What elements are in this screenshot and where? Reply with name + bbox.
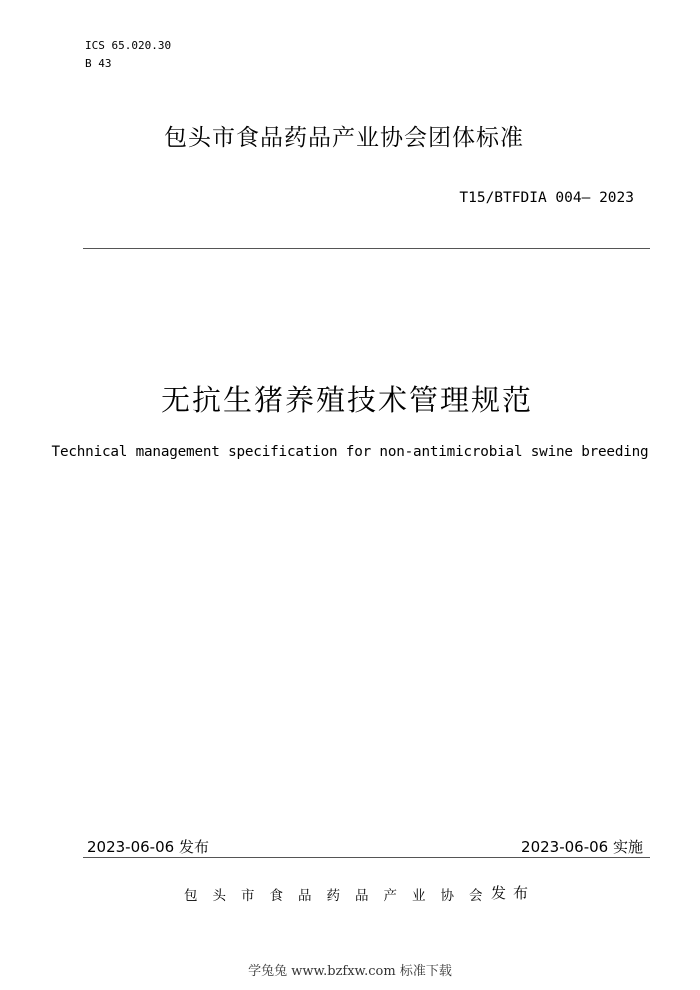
english-title: Technical management specification for non-antimicrobial swine breeding (51, 444, 649, 460)
organization-title (0, 119, 700, 152)
bottom-divider (83, 857, 650, 858)
top-divider (83, 248, 650, 249)
document-title (0, 378, 700, 419)
ics-code: ICS 65.020.30 (85, 39, 172, 52)
issuer-name: 包头市食品药品产业协会 (184, 888, 498, 904)
issue-label: 发布 (491, 884, 536, 902)
ccs-code: B 43 (85, 57, 112, 70)
organization-title-text: 包头市食品药品产业协会团体标准 (164, 125, 524, 151)
standard-number: T15/BTFDIA 004— 2023 (459, 190, 634, 206)
implement-date: 2023-06-06 实施 (521, 838, 643, 856)
document-title-text: 无抗生猪养殖技术管理规范 (160, 383, 533, 417)
download-watermark: 学兔兔 www.bzfxw.com 标准下载 (248, 964, 452, 979)
classification-codes (85, 37, 171, 73)
publish-date: 2023-06-06 发布 (87, 838, 209, 856)
